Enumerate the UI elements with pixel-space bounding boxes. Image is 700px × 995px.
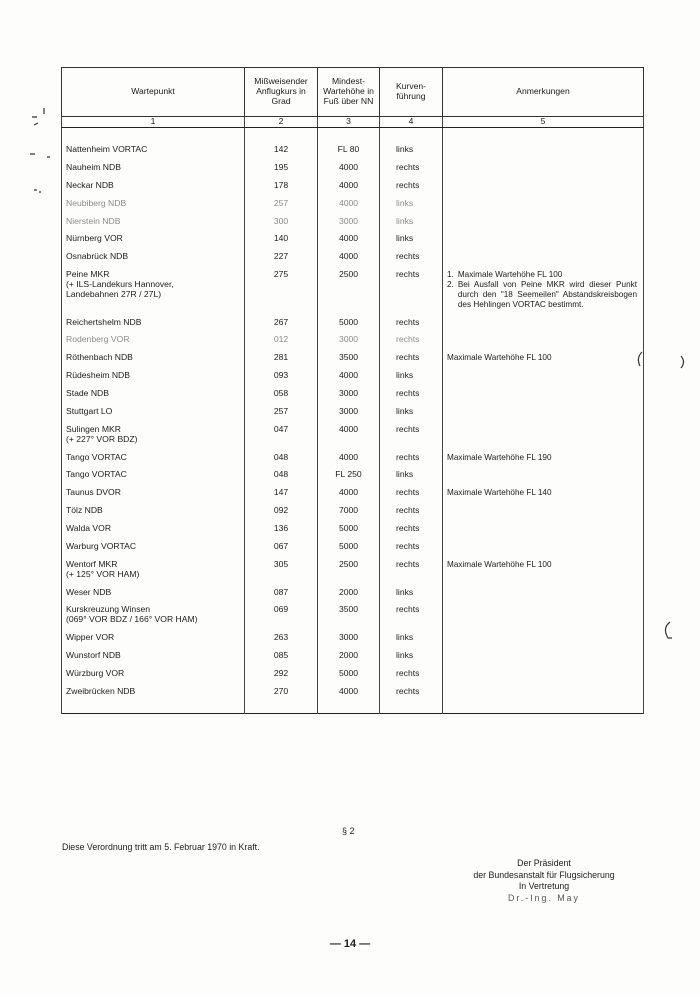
anmerkungen-cell [443, 425, 644, 453]
table-row [62, 353, 644, 371]
wartehoehe-cell: 4000 [318, 252, 380, 270]
anflugkurs-cell: 292 [245, 669, 318, 687]
holding-points-table [61, 67, 644, 714]
wartehoehe-cell: 3000 [318, 407, 380, 425]
table-row [62, 453, 644, 471]
column-number: 2 [245, 117, 318, 128]
wartepunkt-cell: Kurskreuzung Winsen (069° VOR BDZ / 166° VOR HAM) [62, 605, 245, 633]
anflugkurs-cell: 048 [245, 470, 318, 488]
table-row [62, 199, 644, 217]
table-row [62, 425, 644, 453]
table-row [62, 145, 644, 163]
kurvenfuehrung-cell: links [380, 651, 443, 669]
wartehoehe-cell: 4000 [318, 234, 380, 252]
table-row [62, 217, 644, 235]
table-spacer-row [62, 128, 644, 146]
table-row [62, 163, 644, 181]
anmerkungen-cell [443, 234, 644, 252]
anmerkungen-cell [443, 633, 644, 651]
remark-number: 1. [447, 270, 454, 280]
decree-text: Diese Verordnung tritt am 5. Februar 1970 in Kraft. [62, 842, 260, 852]
kurvenfuehrung-cell: links [380, 199, 443, 217]
table-row [62, 407, 644, 425]
wartehoehe-cell: 4000 [318, 181, 380, 199]
wartepunkt-cell: Sulingen MKR (+ 227° VOR BDZ) [62, 425, 245, 453]
wartepunkt-cell: Zweibrücken NDB [62, 687, 245, 713]
signature-title: Der Präsident [517, 858, 571, 868]
table-row [62, 371, 644, 389]
header-anmerkungen: Anmerkungen [443, 68, 644, 117]
anflugkurs-cell: 267 [245, 318, 318, 336]
anmerkungen-cell [443, 163, 644, 181]
anmerkungen-cell: Maximale Wartehöhe FL 100 [443, 560, 644, 588]
kurvenfuehrung-cell: rechts [380, 252, 443, 270]
wartehoehe-cell: 4000 [318, 425, 380, 453]
wartepunkt-cell: Neubiberg NDB [62, 199, 245, 217]
anmerkungen-cell [443, 145, 644, 163]
kurvenfuehrung-cell: links [380, 371, 443, 389]
kurvenfuehrung-cell: rechts [380, 335, 443, 353]
wartepunkt-cell: Walda VOR [62, 524, 245, 542]
wartepunkt-cell: Nauheim NDB [62, 163, 245, 181]
anmerkungen-cell [443, 588, 644, 606]
kurvenfuehrung-cell: rechts [380, 389, 443, 407]
wartehoehe-cell: 3000 [318, 389, 380, 407]
wartehoehe-cell: 5000 [318, 318, 380, 336]
wartepunkt-cell: Röthenbach NDB [62, 353, 245, 371]
wartehoehe-cell: 5000 [318, 669, 380, 687]
table-row [62, 470, 644, 488]
margin-mark [32, 108, 44, 125]
wartehoehe-cell: FL 80 [318, 145, 380, 163]
anflugkurs-cell: 257 [245, 407, 318, 425]
anflugkurs-cell: 195 [245, 163, 318, 181]
kurvenfuehrung-cell: rechts [380, 542, 443, 560]
wartehoehe-cell: 5000 [318, 524, 380, 542]
wartepunkt-cell: Reichertshelm NDB [62, 318, 245, 336]
anflugkurs-cell: 305 [245, 560, 318, 588]
kurvenfuehrung-cell: rechts [380, 669, 443, 687]
anmerkungen-cell [443, 217, 644, 235]
table-row [62, 524, 644, 542]
wartepunkt-cell: Wentorf MKR (+ 125° VOR HAM) [62, 560, 245, 588]
anflugkurs-cell: 048 [245, 453, 318, 471]
anmerkungen-cell [443, 389, 644, 407]
kurvenfuehrung-cell: links [380, 234, 443, 252]
kurvenfuehrung-cell: rechts [380, 163, 443, 181]
wartepunkt-cell: Nattenheim VORTAC [62, 145, 245, 163]
page-number: — 14 — [329, 938, 371, 950]
table-row [62, 270, 644, 317]
table-row [62, 389, 644, 407]
wartepunkt-cell: Tango VORTAC [62, 470, 245, 488]
wartepunkt-cell: Tölz NDB [62, 506, 245, 524]
margin-mark [34, 190, 41, 192]
kurvenfuehrung-cell: links [380, 407, 443, 425]
table-row [62, 687, 644, 713]
kurvenfuehrung-cell: links [380, 588, 443, 606]
anflugkurs-cell: 058 [245, 389, 318, 407]
wartehoehe-cell: 2500 [318, 560, 380, 588]
signature-authority: der Bundesanstalt für Flugsicherung [473, 869, 615, 880]
anmerkungen-cell: Maximale Wartehöhe FL 190 [443, 453, 644, 471]
wartehoehe-cell: 4000 [318, 453, 380, 471]
header-wartepunkt: Wartepunkt [62, 68, 245, 117]
wartehoehe-cell: 3500 [318, 353, 380, 371]
header-kurvenfuehrung: Kurven-führung [380, 68, 443, 117]
header-anflugkurs: Mißweisender Anflugkurs in Grad [245, 68, 318, 117]
wartehoehe-cell: 2500 [318, 270, 380, 317]
margin-mark [665, 622, 672, 638]
anflugkurs-cell: 067 [245, 542, 318, 560]
anmerkungen-cell [443, 542, 644, 560]
table-row [62, 234, 644, 252]
anflugkurs-cell: 047 [245, 425, 318, 453]
anmerkungen-cell: Maximale Wartehöhe FL 140 [443, 488, 644, 506]
wartepunkt-cell: Weser NDB [62, 588, 245, 606]
anflugkurs-cell: 136 [245, 524, 318, 542]
anflugkurs-cell: 300 [245, 217, 318, 235]
remark-item [447, 280, 637, 310]
column-number: 4 [380, 117, 443, 128]
table-row [62, 588, 644, 606]
table-row [62, 542, 644, 560]
kurvenfuehrung-cell: rechts [380, 353, 443, 371]
wartepunkt-cell: Wunstorf NDB [62, 651, 245, 669]
anflugkurs-cell: 140 [245, 234, 318, 252]
margin-mark [30, 154, 50, 157]
wartehoehe-cell: 7000 [318, 506, 380, 524]
wartehoehe-cell: 2000 [318, 651, 380, 669]
margin-mark [638, 352, 683, 368]
anflugkurs-cell: 093 [245, 371, 318, 389]
anflugkurs-cell: 263 [245, 633, 318, 651]
kurvenfuehrung-cell: rechts [380, 181, 443, 199]
table-row [62, 335, 644, 353]
kurvenfuehrung-cell: links [380, 633, 443, 651]
wartepunkt-cell: Nierstein NDB [62, 217, 245, 235]
anflugkurs-cell: 257 [245, 199, 318, 217]
table-row [62, 318, 644, 336]
kurvenfuehrung-cell: links [380, 217, 443, 235]
anmerkungen-cell [443, 252, 644, 270]
anflugkurs-cell: 142 [245, 145, 318, 163]
wartepunkt-cell: Stuttgart LO [62, 407, 245, 425]
anflugkurs-cell: 085 [245, 651, 318, 669]
table-row [62, 669, 644, 687]
wartepunkt-cell: Tango VORTAC [62, 453, 245, 471]
anmerkungen-cell [443, 371, 644, 389]
wartehoehe-cell: 3000 [318, 633, 380, 651]
anflugkurs-cell: 069 [245, 605, 318, 633]
anflugkurs-cell: 147 [245, 488, 318, 506]
section-marker: § 2 [342, 826, 355, 836]
anflugkurs-cell: 270 [245, 687, 318, 713]
column-number: 5 [443, 117, 644, 128]
kurvenfuehrung-cell: links [380, 470, 443, 488]
remark-text: Bei Ausfall von Peine MKR wird dieser Punkt durch den "18 Seemeilen" Abstandskreisbogen des Hehlingen VORTAC bestimmt. [457, 279, 637, 309]
anmerkungen-cell [443, 651, 644, 669]
wartepunkt-cell: Würzburg VOR [62, 669, 245, 687]
table-header-row [62, 68, 644, 117]
kurvenfuehrung-cell: rechts [380, 687, 443, 713]
wartehoehe-cell: 4000 [318, 488, 380, 506]
remark-item [447, 270, 637, 280]
wartepunkt-cell: Nürnberg VOR [62, 234, 245, 252]
wartepunkt-cell: Warburg VORTAC [62, 542, 245, 560]
wartepunkt-cell: Rüdesheim NDB [62, 371, 245, 389]
wartehoehe-cell: 2000 [318, 588, 380, 606]
anflugkurs-cell: 087 [245, 588, 318, 606]
signature-deputy: In Vertretung [518, 881, 570, 892]
wartepunkt-cell: Peine MKR (+ ILS-Landekurs Hannover, Landebahnen 27R / 27L) [62, 270, 245, 317]
signature-block [450, 858, 638, 904]
table-row [62, 252, 644, 270]
wartehoehe-cell: 4000 [318, 199, 380, 217]
table-body [62, 128, 644, 714]
anflugkurs-cell: 092 [245, 506, 318, 524]
wartepunkt-cell: Rodenberg VOR [62, 335, 245, 353]
wartepunkt-cell: Stade NDB [62, 389, 245, 407]
kurvenfuehrung-cell: rechts [380, 453, 443, 471]
table-row [62, 560, 644, 588]
anmerkungen-cell [443, 605, 644, 633]
anmerkungen-cell [443, 335, 644, 353]
remark-text: Maximale Wartehöhe FL 100 [457, 270, 563, 280]
table-row [62, 633, 644, 651]
column-number: 3 [318, 117, 380, 128]
wartepunkt-cell: Wipper VOR [62, 633, 245, 651]
wartehoehe-cell: FL 250 [318, 470, 380, 488]
table-row [62, 488, 644, 506]
wartehoehe-cell: 5000 [318, 542, 380, 560]
wartepunkt-cell: Neckar NDB [62, 181, 245, 199]
wartehoehe-cell: 4000 [318, 371, 380, 389]
kurvenfuehrung-cell: rechts [380, 488, 443, 506]
anmerkungen-cell [443, 506, 644, 524]
anmerkungen-cell [443, 407, 644, 425]
anmerkungen-cell [443, 669, 644, 687]
wartepunkt-cell: Taunus DVOR [62, 488, 245, 506]
remark-number: 2. [447, 279, 454, 289]
kurvenfuehrung-cell: rechts [380, 318, 443, 336]
column-number-row [62, 117, 644, 128]
signature-name: Dr.-Ing. May [508, 892, 580, 903]
table-row [62, 181, 644, 199]
anmerkungen-cell [443, 470, 644, 488]
anflugkurs-cell: 178 [245, 181, 318, 199]
anflugkurs-cell: 281 [245, 353, 318, 371]
anmerkungen-cell: Maximale Wartehöhe FL 100 [443, 353, 644, 371]
anmerkungen-cell [443, 181, 644, 199]
kurvenfuehrung-cell: rechts [380, 425, 443, 453]
kurvenfuehrung-cell: rechts [380, 605, 443, 633]
kurvenfuehrung-cell: rechts [380, 524, 443, 542]
wartepunkt-cell: Osnabrück NDB [62, 252, 245, 270]
kurvenfuehrung-cell: rechts [380, 560, 443, 588]
wartehoehe-cell: 4000 [318, 163, 380, 181]
anflugkurs-cell: 012 [245, 335, 318, 353]
table-row [62, 605, 644, 633]
table-row [62, 506, 644, 524]
anmerkungen-cell [443, 687, 644, 713]
table-row [62, 651, 644, 669]
anmerkungen-cell [443, 524, 644, 542]
kurvenfuehrung-cell: rechts [380, 270, 443, 317]
anflugkurs-cell: 227 [245, 252, 318, 270]
anmerkungen-cell [443, 199, 644, 217]
column-number: 1 [62, 117, 245, 128]
kurvenfuehrung-cell: links [380, 145, 443, 163]
wartehoehe-cell: 4000 [318, 687, 380, 713]
kurvenfuehrung-cell: rechts [380, 506, 443, 524]
wartehoehe-cell: 3000 [318, 335, 380, 353]
wartehoehe-cell: 3000 [318, 217, 380, 235]
anmerkungen-cell [443, 318, 644, 336]
anflugkurs-cell: 275 [245, 270, 318, 317]
anmerkungen-cell [443, 270, 644, 317]
wartehoehe-cell: 3500 [318, 605, 380, 633]
header-wartehoehe: Mindest-Wartehöhe in Fuß über NN [318, 68, 380, 117]
